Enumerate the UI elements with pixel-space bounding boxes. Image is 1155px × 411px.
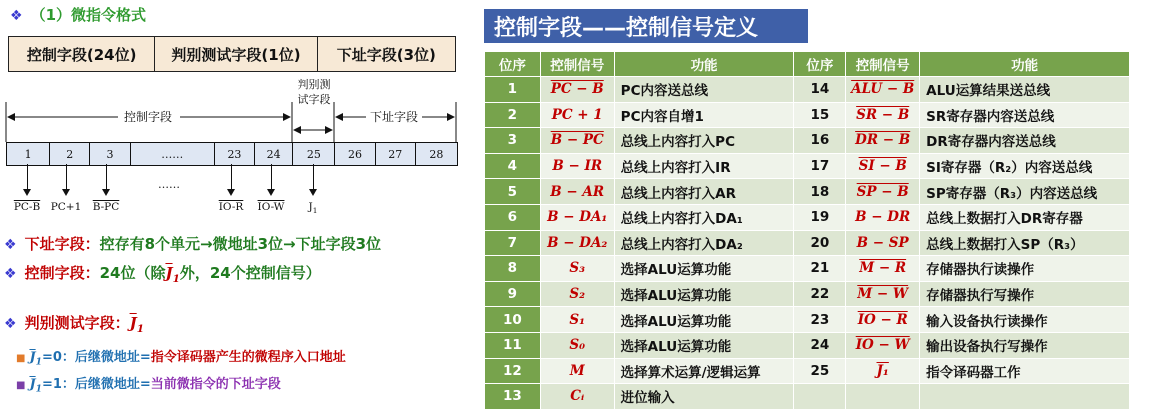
function-cell bbox=[920, 332, 1130, 358]
function-cell-text: 选择ALU运算功能 bbox=[620, 313, 732, 330]
signal-cell-text: S₁ bbox=[569, 311, 586, 328]
format-heading-text: （1）微指令格式 bbox=[30, 6, 147, 24]
bit-number-cell bbox=[485, 77, 541, 103]
signal-arrow bbox=[271, 164, 272, 190]
bit-row bbox=[6, 142, 458, 166]
format-heading bbox=[10, 4, 146, 25]
function-cell bbox=[614, 358, 794, 384]
sub1-cond: =0：后继微地址= bbox=[41, 350, 151, 365]
table-row bbox=[485, 281, 1130, 307]
diamond-bullet-icon: ❖ bbox=[4, 316, 17, 332]
sub-bullet-j1-zero bbox=[16, 346, 346, 368]
signal-cell-text: S₀ bbox=[569, 337, 586, 354]
table-row bbox=[485, 230, 1130, 256]
signal-cell-text: S₂ bbox=[569, 286, 586, 303]
signal-cell bbox=[540, 128, 614, 154]
function-cell bbox=[920, 384, 1130, 410]
function-cell bbox=[614, 307, 794, 333]
j1-symbol: $\overline{J}$ bbox=[129, 314, 137, 332]
signal-cell-text: J₁ bbox=[876, 362, 889, 379]
j1-symbol: $\overline{J}$ bbox=[29, 377, 36, 392]
function-cell bbox=[920, 281, 1130, 307]
diamond-bullet-icon: ❖ bbox=[10, 8, 23, 24]
bit-number-cell bbox=[485, 307, 541, 333]
bit-number-cell bbox=[794, 102, 846, 128]
bit-cell: 27 bbox=[376, 143, 416, 165]
table-row bbox=[485, 256, 1130, 282]
bit-cell: …… bbox=[131, 143, 215, 165]
signal-cell bbox=[540, 358, 614, 384]
function-cell bbox=[614, 102, 794, 128]
function-cell-text: 指令译码器工作 bbox=[926, 364, 1021, 381]
bit-number-cell bbox=[794, 128, 846, 154]
bit-cell: 2 bbox=[50, 143, 90, 165]
bit-number-cell bbox=[485, 384, 541, 410]
bit-number-cell-text: 21 bbox=[810, 260, 830, 277]
bit-number-cell bbox=[485, 256, 541, 282]
bullet1-label: 下址字段： bbox=[24, 235, 100, 253]
function-cell-text: 输入设备执行读操作 bbox=[926, 313, 1048, 330]
diagram-control-label: 控制字段 bbox=[124, 110, 173, 124]
signal-cell bbox=[540, 204, 614, 230]
table-row bbox=[485, 384, 1130, 410]
bit-number-cell bbox=[794, 204, 846, 230]
bit-number-cell-text: 14 bbox=[810, 81, 830, 98]
signal-cell bbox=[846, 332, 920, 358]
bit-number-cell-text: 25 bbox=[810, 362, 830, 379]
bit-number-cell-text: 2 bbox=[507, 106, 518, 123]
signal-cell bbox=[540, 307, 614, 333]
bit-number-cell-text: 19 bbox=[810, 209, 830, 226]
function-cell-text: 进位输入 bbox=[620, 390, 675, 407]
function-cell-text: PC内容送总线 bbox=[620, 83, 708, 100]
bit-number-cell bbox=[794, 384, 846, 410]
bit-number-cell-text: 11 bbox=[502, 337, 522, 354]
bit-number-cell bbox=[485, 153, 541, 179]
signal-cell-text: B − DA₂ bbox=[547, 234, 608, 251]
bit-number-cell-text: 3 bbox=[507, 132, 518, 149]
square-bullet-icon: ■ bbox=[16, 380, 26, 391]
signal-cell bbox=[846, 307, 920, 333]
j1-sub: 1 bbox=[35, 383, 42, 395]
table-row bbox=[485, 102, 1130, 128]
bit-number-cell bbox=[794, 281, 846, 307]
function-cell bbox=[920, 179, 1130, 205]
function-cell bbox=[920, 128, 1130, 154]
function-cell-text: 总线上内容打入AR bbox=[620, 185, 737, 202]
j1-sub: 1 bbox=[35, 356, 42, 368]
diamond-bullet-icon: ❖ bbox=[4, 237, 17, 253]
bit-number-cell bbox=[485, 204, 541, 230]
square-bullet-icon: ■ bbox=[16, 353, 26, 364]
signal-cell-text: IO − R bbox=[857, 311, 908, 328]
signal-cell-text: B − IR bbox=[552, 158, 603, 175]
table-header-row bbox=[485, 52, 1130, 77]
table-row bbox=[485, 204, 1130, 230]
bit-cell: 1 bbox=[7, 143, 50, 165]
bit-number-cell bbox=[485, 332, 541, 358]
bit-cell: 28 bbox=[429, 147, 444, 161]
signal-cell bbox=[846, 384, 920, 410]
signal-arrow bbox=[313, 164, 314, 190]
bit-number-cell bbox=[485, 358, 541, 384]
signal-label: PC-B bbox=[13, 201, 41, 213]
bit-number-cell-text: 23 bbox=[810, 311, 830, 328]
function-cell-text: 选择ALU运算功能 bbox=[620, 339, 732, 356]
diamond-bullet-icon: ❖ bbox=[4, 266, 17, 282]
bit-number-cell-text: 10 bbox=[502, 311, 522, 328]
table-row bbox=[485, 307, 1130, 333]
table-row bbox=[485, 77, 1130, 103]
table-row bbox=[485, 358, 1130, 384]
signal-cell-text: SP − B bbox=[856, 183, 909, 200]
field-control: 控制字段(24位) bbox=[9, 37, 155, 71]
function-cell-text: 选择ALU运算功能 bbox=[620, 262, 732, 279]
table-body bbox=[485, 77, 1130, 410]
signal-cell bbox=[846, 179, 920, 205]
function-cell-text: 选择ALU运算功能 bbox=[620, 288, 732, 305]
j1-symbol: $\overline{J}$ bbox=[29, 350, 36, 365]
j1-symbol: $\overline{J}$ bbox=[165, 264, 173, 282]
signal-cell bbox=[540, 230, 614, 256]
signal-arrow bbox=[27, 164, 28, 190]
function-cell-text: DR寄存器内容送总线 bbox=[926, 134, 1056, 151]
signal-cell bbox=[846, 256, 920, 282]
header-cell: 控制信号 bbox=[540, 52, 614, 77]
sub1-text: 指令译码器产生的微程序入口地址 bbox=[150, 350, 346, 365]
function-cell bbox=[920, 307, 1130, 333]
function-cell-text: 总线上数据打入DR寄存器 bbox=[926, 211, 1083, 228]
signal-label: B-PC bbox=[92, 201, 120, 213]
signal-label: IO-W bbox=[257, 201, 285, 213]
signal-cell-text: Cᵢ bbox=[570, 388, 585, 405]
sub-bullet-j1-one bbox=[16, 373, 281, 395]
function-cell bbox=[614, 281, 794, 307]
field-next-address: 下址字段(3位) bbox=[336, 45, 436, 64]
bit-number-cell bbox=[485, 281, 541, 307]
signal-cell-text: B − PC bbox=[550, 132, 604, 149]
bit-number-cell-text: 12 bbox=[502, 362, 522, 379]
signal-cell bbox=[540, 256, 614, 282]
test-label-line1: 判别测 bbox=[297, 78, 331, 91]
bullet-test bbox=[4, 312, 144, 335]
table-row bbox=[485, 153, 1130, 179]
signal-cell-text: ALU − B bbox=[851, 81, 915, 98]
bullet-control bbox=[4, 262, 321, 285]
function-cell bbox=[920, 102, 1130, 128]
bit-number-cell bbox=[794, 77, 846, 103]
function-cell-text: 总线上内容打入IR bbox=[620, 160, 731, 177]
signal-label-sub: 1 bbox=[312, 206, 318, 216]
function-cell-text: 总线上数据打入SP（R₃） bbox=[926, 236, 1084, 253]
signal-arrow bbox=[66, 164, 67, 190]
signal-arrow bbox=[106, 164, 107, 190]
bit-number-cell-text: 18 bbox=[810, 183, 830, 200]
bit-number-cell-text: 7 bbox=[507, 234, 518, 251]
function-cell bbox=[920, 358, 1130, 384]
function-cell-text: 总线上内容打入DA₁ bbox=[620, 211, 743, 228]
function-cell bbox=[920, 256, 1130, 282]
microinstruction-field-bar bbox=[8, 36, 456, 72]
function-cell-text: 存储器执行写操作 bbox=[926, 288, 1035, 305]
bit-number-cell-text: 17 bbox=[810, 158, 830, 175]
signal-cell-text: PC − B bbox=[550, 81, 604, 98]
signal-label: IO-R bbox=[218, 201, 244, 213]
function-cell bbox=[614, 230, 794, 256]
signal-cell-text: M − R bbox=[859, 260, 907, 277]
signal-cell bbox=[540, 332, 614, 358]
signal-cell bbox=[540, 179, 614, 205]
signal-cell bbox=[846, 153, 920, 179]
bit-cell: 23 bbox=[215, 143, 255, 165]
signal-cell bbox=[540, 102, 614, 128]
signal-cell bbox=[846, 204, 920, 230]
bit-number-cell-text: 20 bbox=[810, 234, 830, 251]
bit-number-cell bbox=[485, 102, 541, 128]
signal-cell-text: SI − B bbox=[858, 158, 907, 175]
signal-cell bbox=[846, 128, 920, 154]
signal-cell-text: M − W bbox=[857, 286, 909, 303]
bit-number-cell bbox=[794, 256, 846, 282]
bit-cell: 26 bbox=[335, 143, 375, 165]
test-label-line2: 试字段 bbox=[297, 93, 331, 106]
signal-cell-text: B − DA₁ bbox=[547, 209, 608, 226]
bit-number-cell bbox=[485, 179, 541, 205]
function-cell-text: ALU运算结果送总线 bbox=[926, 83, 1051, 100]
signal-label: J bbox=[308, 201, 313, 213]
bit-number-cell-text: 8 bbox=[507, 260, 518, 277]
j1-sub: 1 bbox=[172, 273, 180, 285]
bit-cell: 3 bbox=[90, 143, 130, 165]
function-cell bbox=[614, 179, 794, 205]
table-row bbox=[485, 128, 1130, 154]
bit-number-cell-text: 1 bbox=[507, 81, 518, 98]
header-cell: 位序 bbox=[485, 52, 541, 77]
diagram-next-label: 下址字段 bbox=[370, 110, 419, 124]
header-cell: 控制信号 bbox=[846, 52, 920, 77]
signal-cell bbox=[846, 281, 920, 307]
header-cell: 功能 bbox=[920, 52, 1130, 77]
function-cell-text: 选择算术运算/逻辑运算 bbox=[620, 364, 761, 381]
sub2-text: 当前微指令的下址字段 bbox=[150, 377, 281, 392]
bullet-next-address bbox=[4, 233, 381, 254]
function-cell-text: SR寄存器内容送总线 bbox=[926, 108, 1055, 125]
table-row bbox=[485, 332, 1130, 358]
bullet2-label: 控制字段： bbox=[24, 264, 100, 282]
bullet2-text-b: 外，24个控制信号） bbox=[179, 264, 321, 282]
header-cell: 功能 bbox=[614, 52, 794, 77]
bullet1-text: 控存有8个单元→微地址3位→下址字段3位 bbox=[99, 235, 382, 253]
signal-arrow bbox=[231, 164, 232, 190]
signal-cell-text: SR − B bbox=[856, 106, 910, 123]
sub2-cond: =1：后继微地址= bbox=[41, 377, 151, 392]
bit-number-cell bbox=[794, 230, 846, 256]
bit-number-cell bbox=[485, 128, 541, 154]
function-cell-text: SI寄存器（R₂）内容送总线 bbox=[926, 160, 1093, 177]
bit-number-cell bbox=[794, 358, 846, 384]
function-cell-text: 存储器执行读操作 bbox=[926, 262, 1035, 279]
function-cell bbox=[614, 153, 794, 179]
bit-number-cell-text: 6 bbox=[507, 209, 518, 226]
signal-cell bbox=[846, 102, 920, 128]
signal-definition-table bbox=[484, 51, 1130, 410]
function-cell-text: SP寄存器（R₃）内容送总线 bbox=[926, 185, 1098, 202]
signal-cell-text: IO − W bbox=[855, 337, 910, 354]
function-cell bbox=[614, 204, 794, 230]
signal-cell-text: B − SP bbox=[856, 234, 909, 251]
header-cell: 位序 bbox=[794, 52, 846, 77]
function-cell bbox=[614, 128, 794, 154]
bit-number-cell bbox=[485, 230, 541, 256]
bit-number-cell-text: 16 bbox=[810, 132, 830, 149]
bit-number-cell-text: 24 bbox=[810, 337, 830, 354]
signal-label: PC+1 bbox=[50, 201, 82, 213]
signal-cell-text: B − DR bbox=[855, 209, 911, 226]
function-cell-text: 输出设备执行写操作 bbox=[926, 339, 1048, 356]
bit-cell: 24 bbox=[255, 143, 293, 165]
function-cell bbox=[920, 204, 1130, 230]
bullet3-label: 判别测试字段： bbox=[24, 314, 130, 332]
bit-number-cell bbox=[794, 332, 846, 358]
signal-cell bbox=[540, 384, 614, 410]
signal-cell bbox=[846, 77, 920, 103]
bit-cell: 25 bbox=[293, 143, 335, 165]
bit-number-cell bbox=[794, 179, 846, 205]
diagram-dots: …… bbox=[158, 178, 180, 191]
signal-cell bbox=[540, 153, 614, 179]
signal-cell-text: M bbox=[569, 362, 585, 379]
bit-number-cell-text: 4 bbox=[507, 158, 518, 175]
signal-cell-text: S₃ bbox=[569, 260, 586, 277]
signal-cell-text: DR − B bbox=[855, 132, 911, 149]
function-cell bbox=[614, 332, 794, 358]
function-cell bbox=[920, 77, 1130, 103]
function-cell-text: 总线上内容打入DA₂ bbox=[620, 236, 743, 253]
signal-cell bbox=[846, 358, 920, 384]
bit-number-cell bbox=[794, 153, 846, 179]
bit-number-cell bbox=[794, 307, 846, 333]
function-cell bbox=[614, 77, 794, 103]
function-cell bbox=[920, 153, 1130, 179]
bit-number-cell-text: 5 bbox=[507, 183, 518, 200]
bullet2-text-a: 24位（除 bbox=[99, 264, 166, 282]
bit-number-cell-text: 13 bbox=[502, 388, 522, 405]
signal-table-title: 控制字段——控制信号定义 bbox=[484, 9, 808, 43]
j1-sub: 1 bbox=[136, 323, 144, 335]
table-row bbox=[485, 179, 1130, 205]
function-cell bbox=[614, 384, 794, 410]
function-cell bbox=[920, 230, 1130, 256]
field-test: 判别测试字段(1位) bbox=[155, 37, 317, 71]
bit-number-cell-text: 22 bbox=[810, 286, 830, 303]
function-cell-text: 总线上内容打入PC bbox=[620, 134, 735, 151]
signal-cell-text: B − AR bbox=[550, 183, 605, 200]
function-cell bbox=[614, 256, 794, 282]
bit-number-cell-text: 9 bbox=[507, 286, 518, 303]
signal-cell-text: PC + 1 bbox=[551, 106, 603, 123]
signal-cell bbox=[540, 77, 614, 103]
function-cell-text: PC内容自增1 bbox=[620, 108, 704, 125]
bit-number-cell-text: 15 bbox=[810, 106, 830, 123]
signal-cell bbox=[540, 281, 614, 307]
signal-cell bbox=[846, 230, 920, 256]
